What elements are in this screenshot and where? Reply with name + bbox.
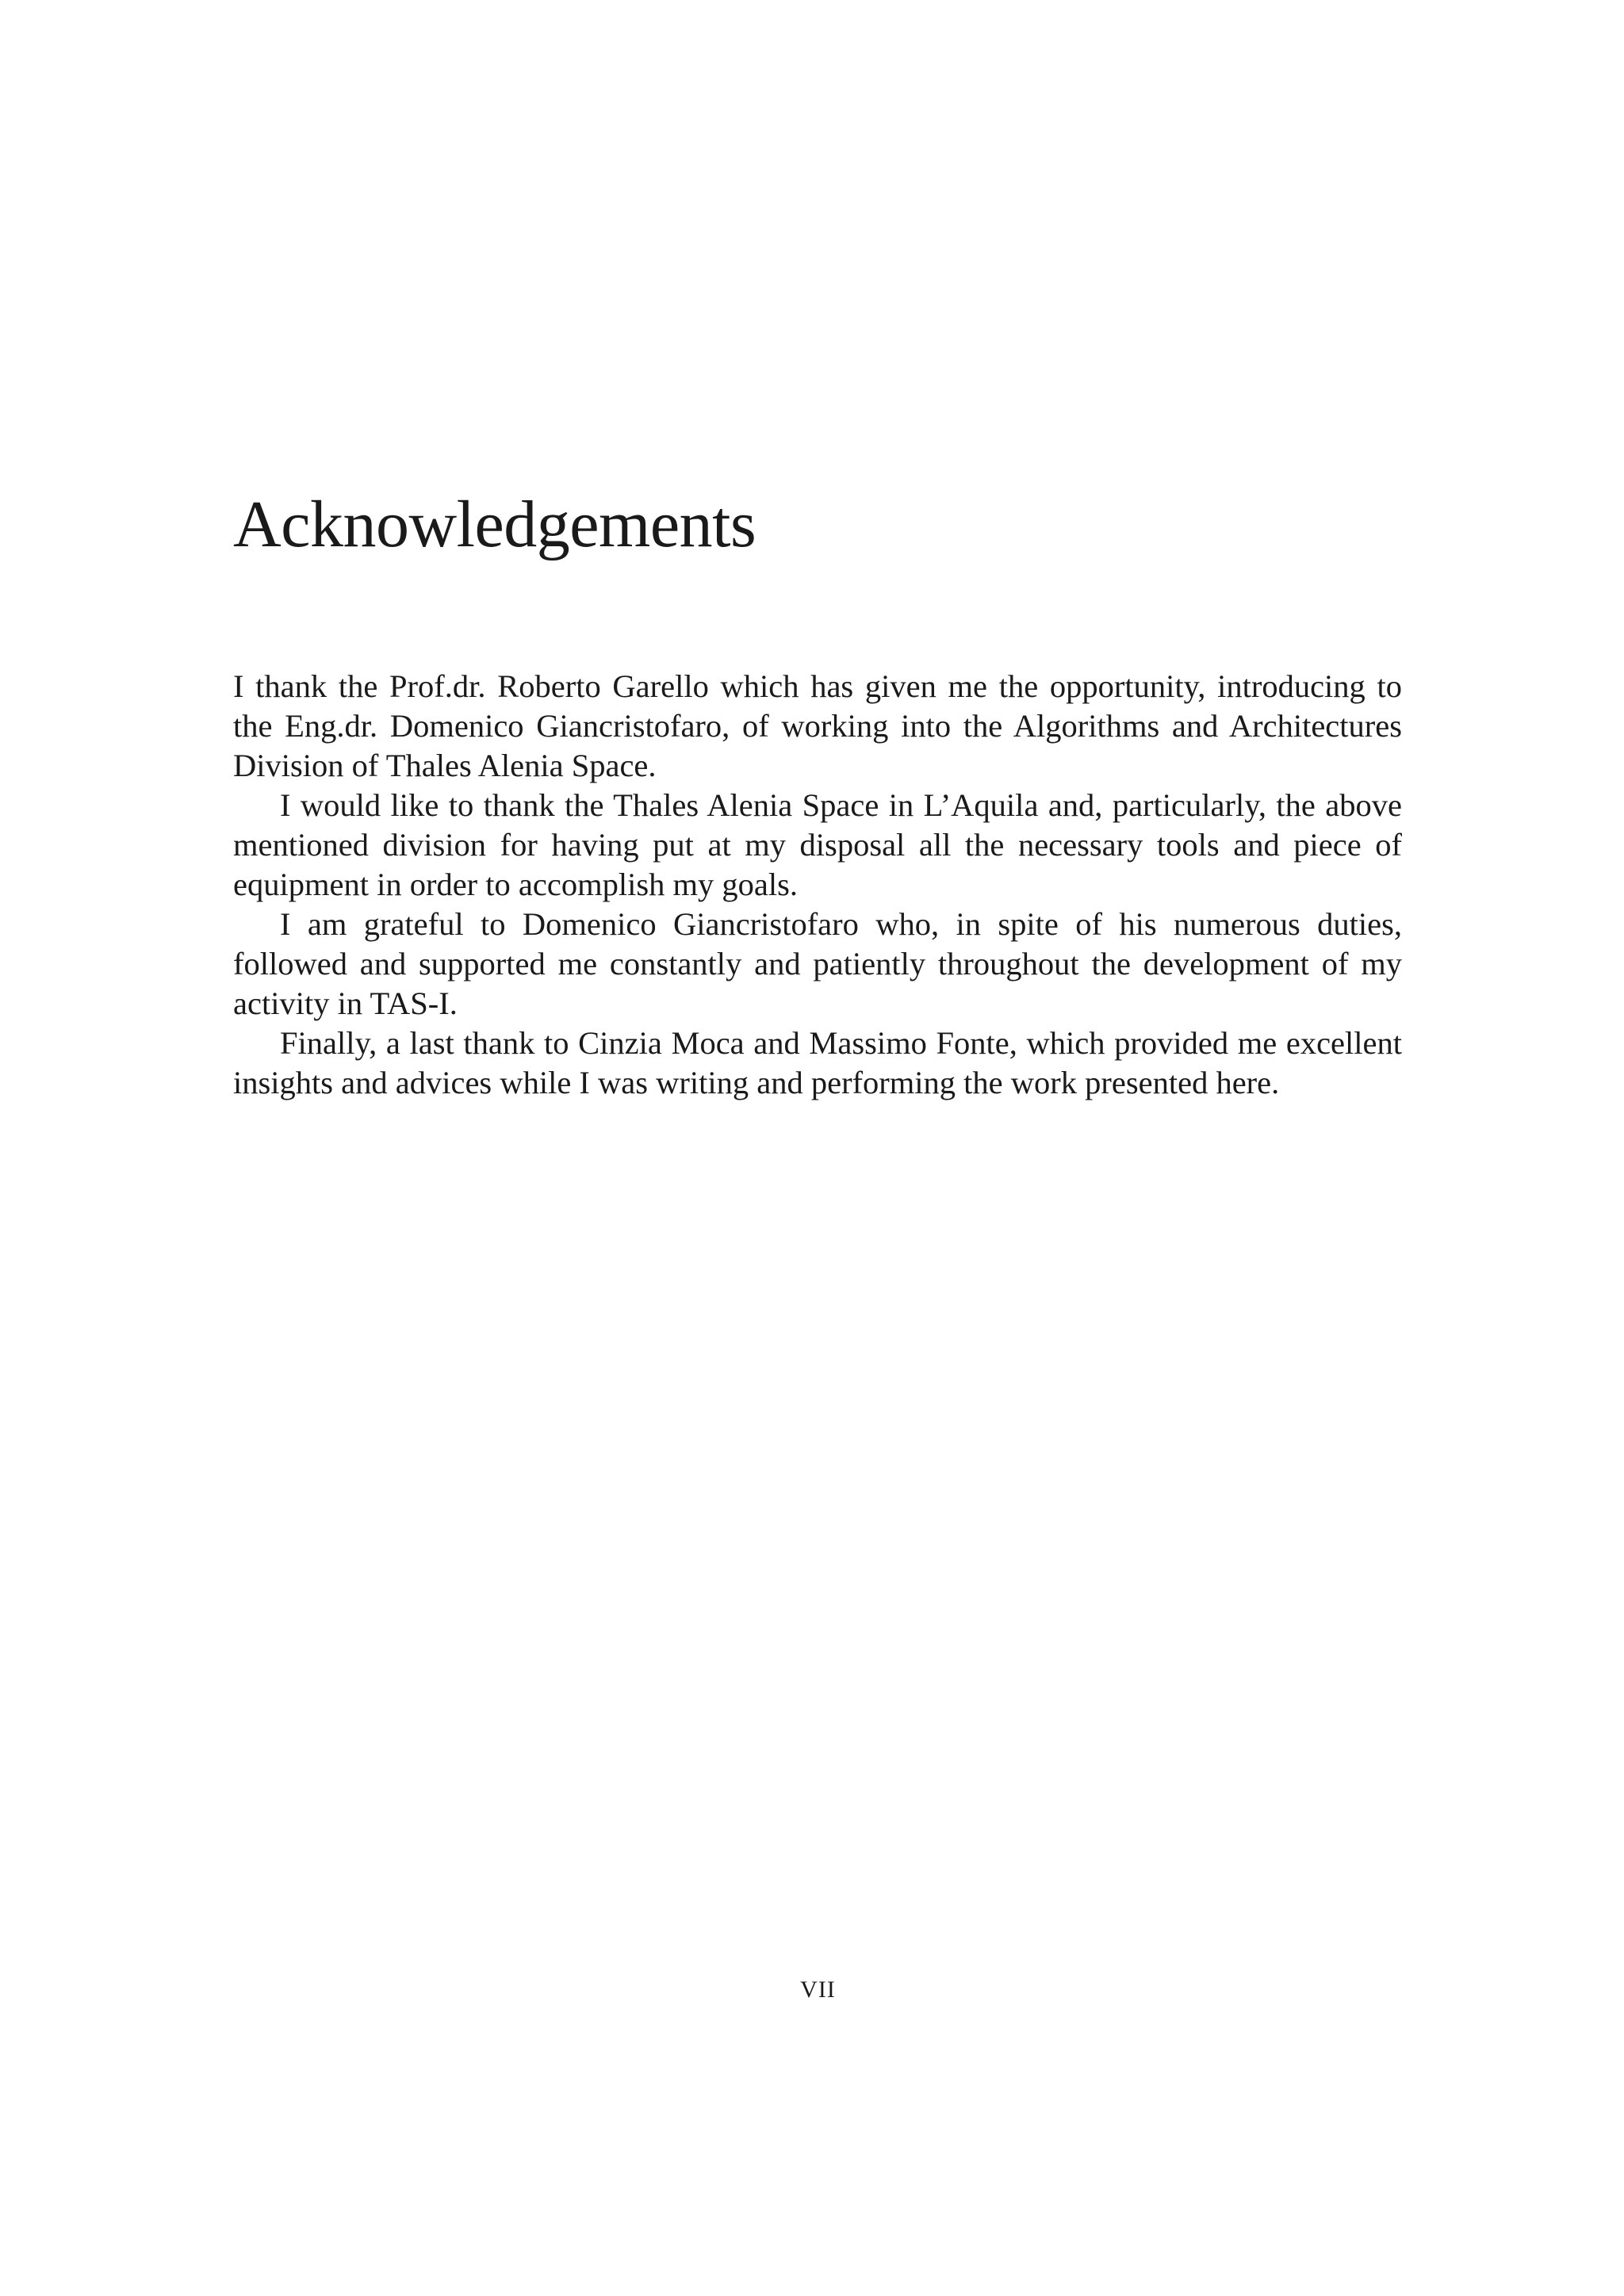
chapter-title: Acknowledgements xyxy=(233,488,756,561)
paragraph-2: I would like to thank the Thales Alenia Space in L’Aquila and, particularly, the above mentioned division for having put at my disposal all the necessary tools and piece of equipment in order to accomplish my goals. xyxy=(233,787,1402,902)
page-number: VII xyxy=(800,1976,836,2003)
paragraph-1: I thank the Prof.dr. Roberto Garello which has given me the opportunity, introducing to the Eng.dr. Domenico Giancristofaro, of working into the Algorithms and Architectures Division of Thales Alenia Space. xyxy=(233,668,1402,783)
paragraph-3: I am grateful to Domenico Giancristofaro who, in spite of his numerous duties, followed and supported me constantly and patiently throughout the development of my activity in TAS-I. xyxy=(233,906,1402,1021)
acknowledgements-body xyxy=(233,667,1402,1103)
paragraph-4: Finally, a last thank to Cinzia Moca and Massimo Fonte, which provided me excellent insights and advices while I was writing and performing the work presented here. xyxy=(233,1025,1402,1100)
